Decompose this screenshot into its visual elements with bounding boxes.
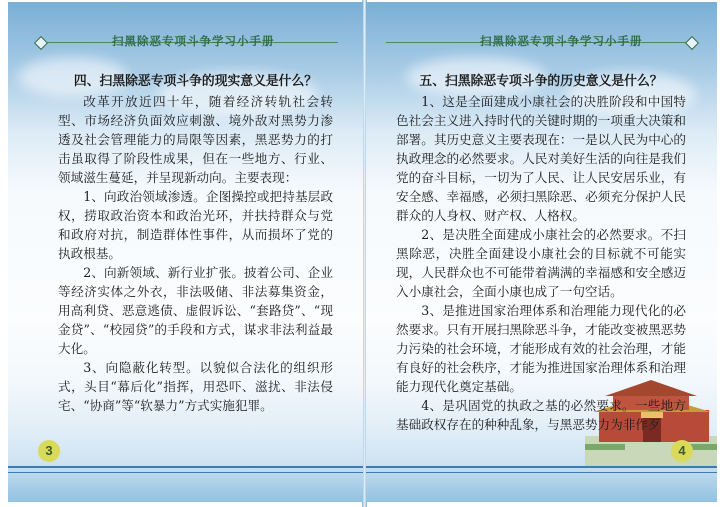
- right-page-body: [396, 72, 686, 434]
- wave-decoration: [366, 462, 717, 502]
- page-number: 3: [38, 440, 60, 462]
- header-ornament: [34, 36, 48, 50]
- paragraph: 改革开放近四十年，随着经济转轨社会转型、市场经济负面效应刺激、境外敌对黑势力渗透及社会管理能力的局限等因素，黑恶势力的打击虽取得了阶段性成果，但在一些地方、行业、领域滋生蔓延，并呈现新动向。主要表现：: [58, 94, 333, 185]
- header-title: 扫黑除恶专项斗争学习小手册: [480, 34, 643, 48]
- section-heading: 四、扫黑除恶专项斗争的现实意义是什么？: [73, 74, 318, 89]
- section-heading: 五、扫黑除恶专项斗争的历史意义是什么？: [419, 74, 663, 89]
- paragraph: 1、向政治领域渗透。企图操控或把持基层政权，捞取政治资本和政治光环，并扶持群众与党和政府对抗，制造群体性事件，从而损坏了党的执政根基。: [58, 189, 333, 261]
- right-page: [366, 2, 717, 502]
- wave-decoration: [8, 462, 363, 502]
- bottom-band: [366, 466, 717, 468]
- paragraph: 2、是决胜全面建成小康社会的必然要求。不扫黑除恶，决胜全面建设小康社会的目标就不可能实现，人民群众也不可能带着满满的幸福感和安全感迈入小康社会，全面小康也成了一句空话。: [396, 227, 686, 299]
- paragraph: 3、是推进国家治理体系和治理能力现代化的必然要求。只有开展扫黑除恶斗争，才能改变被黑恶势力污染的社会环境，才能形成有效的社会治理，才能有良好的社会秩序，才能为推进国家治理体系和治理能力现代化奠定基础。: [396, 303, 686, 394]
- left-page: [8, 2, 363, 502]
- header-title: 扫黑除恶专项斗争学习小手册: [112, 34, 275, 48]
- header-ornament: [685, 36, 699, 50]
- paragraph: 3、向隐蔽化转型。以貌似合法化的组织形式，头目“幕后化”指挥，用恐吓、滋扰、非法侵宅、“协商”等“软暴力”方式实施犯罪。: [58, 360, 333, 413]
- bottom-band: [8, 466, 363, 468]
- left-page-body: [58, 72, 333, 415]
- bottom-band: [8, 472, 363, 473]
- paragraph: 1、这是全面建成小康社会的决胜阶段和中国特色社会主义进入持时代的关键时期的一项重大决策和部署。其历史意义主要表现在：一是以人民为中心的执政理念的必然要求。人民对美好生活的向往是我们党的奋斗目标，一切为了人民、让人民安居乐业，有安全感、幸福感，必须扫黑除恶、必须充分保护人民群众的人身权、财产权、人格权。: [396, 94, 686, 223]
- page-number: 4: [671, 440, 693, 462]
- bottom-band: [366, 472, 717, 473]
- paragraph: 4、是巩固党的执政之基的必然要求。一些地方基础政权存在的种种乱象，与黑恶势力为非作歹: [396, 398, 686, 432]
- paragraph: 2、向新领域、新行业扩张。披着公司、企业等经济实体之外衣，非法吸储、非法募集资金，用高利贷、恶意逃债、虚假诉讼、“套路贷”、“现金贷”、“校园贷”的手段和方式，谋求非法利益最大化。: [58, 265, 333, 356]
